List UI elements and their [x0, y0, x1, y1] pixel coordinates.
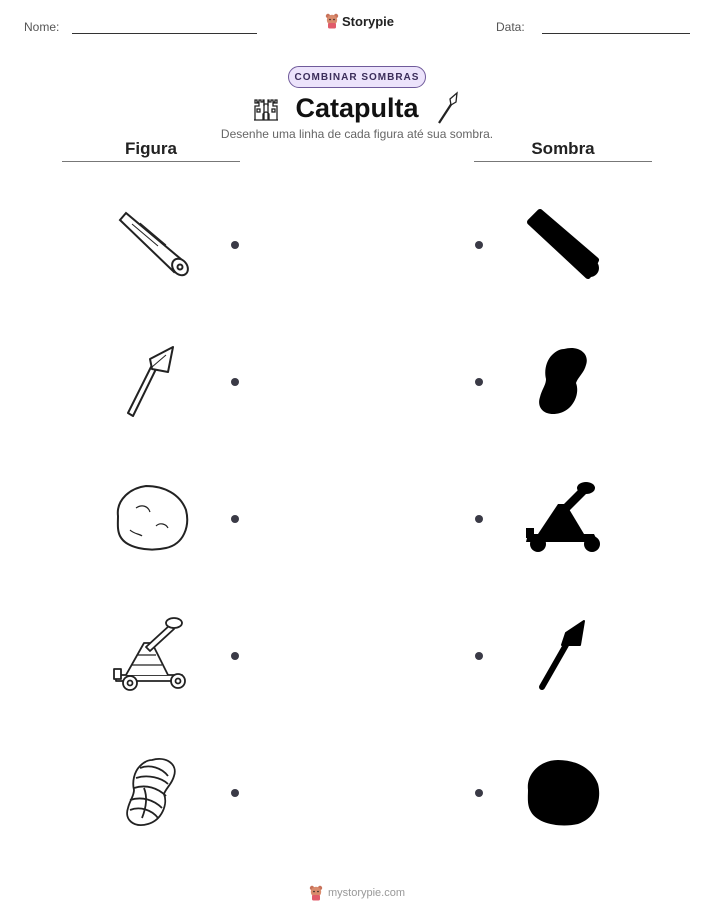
bear-icon	[325, 13, 339, 29]
date-line[interactable]	[542, 33, 690, 34]
activity-badge: COMBINAR SOMBRAS	[288, 66, 426, 88]
boulder-shadow-icon	[508, 738, 618, 848]
match-dot-left[interactable]	[231, 789, 239, 797]
match-dot-right[interactable]	[475, 378, 483, 386]
name-line[interactable]	[72, 33, 257, 34]
catapult-icon	[96, 601, 206, 711]
match-row	[0, 327, 714, 437]
wooden-plank-shadow-icon	[508, 190, 618, 300]
match-dot-right[interactable]	[475, 789, 483, 797]
column-header-figure: Figura	[125, 139, 177, 158]
match-dot-left[interactable]	[231, 241, 239, 249]
match-dot-left[interactable]	[231, 652, 239, 660]
match-dot-left[interactable]	[231, 515, 239, 523]
match-row	[0, 601, 714, 711]
match-dot-left[interactable]	[231, 378, 239, 386]
brand-name: Storypie	[342, 13, 395, 29]
footer-url[interactable]: mystorypie.com	[327, 887, 406, 899]
footer	[0, 885, 714, 901]
match-row	[0, 190, 714, 300]
spear-icon	[96, 327, 206, 437]
date-label: Data:	[496, 20, 525, 34]
rope-coil-icon	[96, 738, 206, 848]
match-dot-right[interactable]	[475, 241, 483, 249]
spear-shadow-icon	[508, 601, 618, 711]
instructions: Desenhe uma linha de cada figura até sua sombra.	[220, 127, 494, 141]
match-dot-right[interactable]	[475, 652, 483, 660]
match-row	[0, 738, 714, 848]
column-rule-left	[62, 161, 240, 162]
title-row	[0, 90, 714, 126]
name-label: Nome:	[24, 20, 60, 34]
column-header-shadow: Sombra	[531, 139, 595, 158]
catapult-shadow-icon	[508, 464, 618, 574]
brand-logo	[325, 13, 394, 29]
rope-coil-shadow-icon	[508, 327, 618, 437]
match-row	[0, 464, 714, 574]
boulder-icon	[96, 464, 206, 574]
bear-icon	[309, 885, 323, 901]
spear-title-icon	[436, 91, 460, 125]
page-title: Catapulta	[295, 93, 419, 123]
column-rule-right	[474, 161, 652, 162]
match-dot-right[interactable]	[475, 515, 483, 523]
wooden-plank-icon	[96, 190, 206, 300]
